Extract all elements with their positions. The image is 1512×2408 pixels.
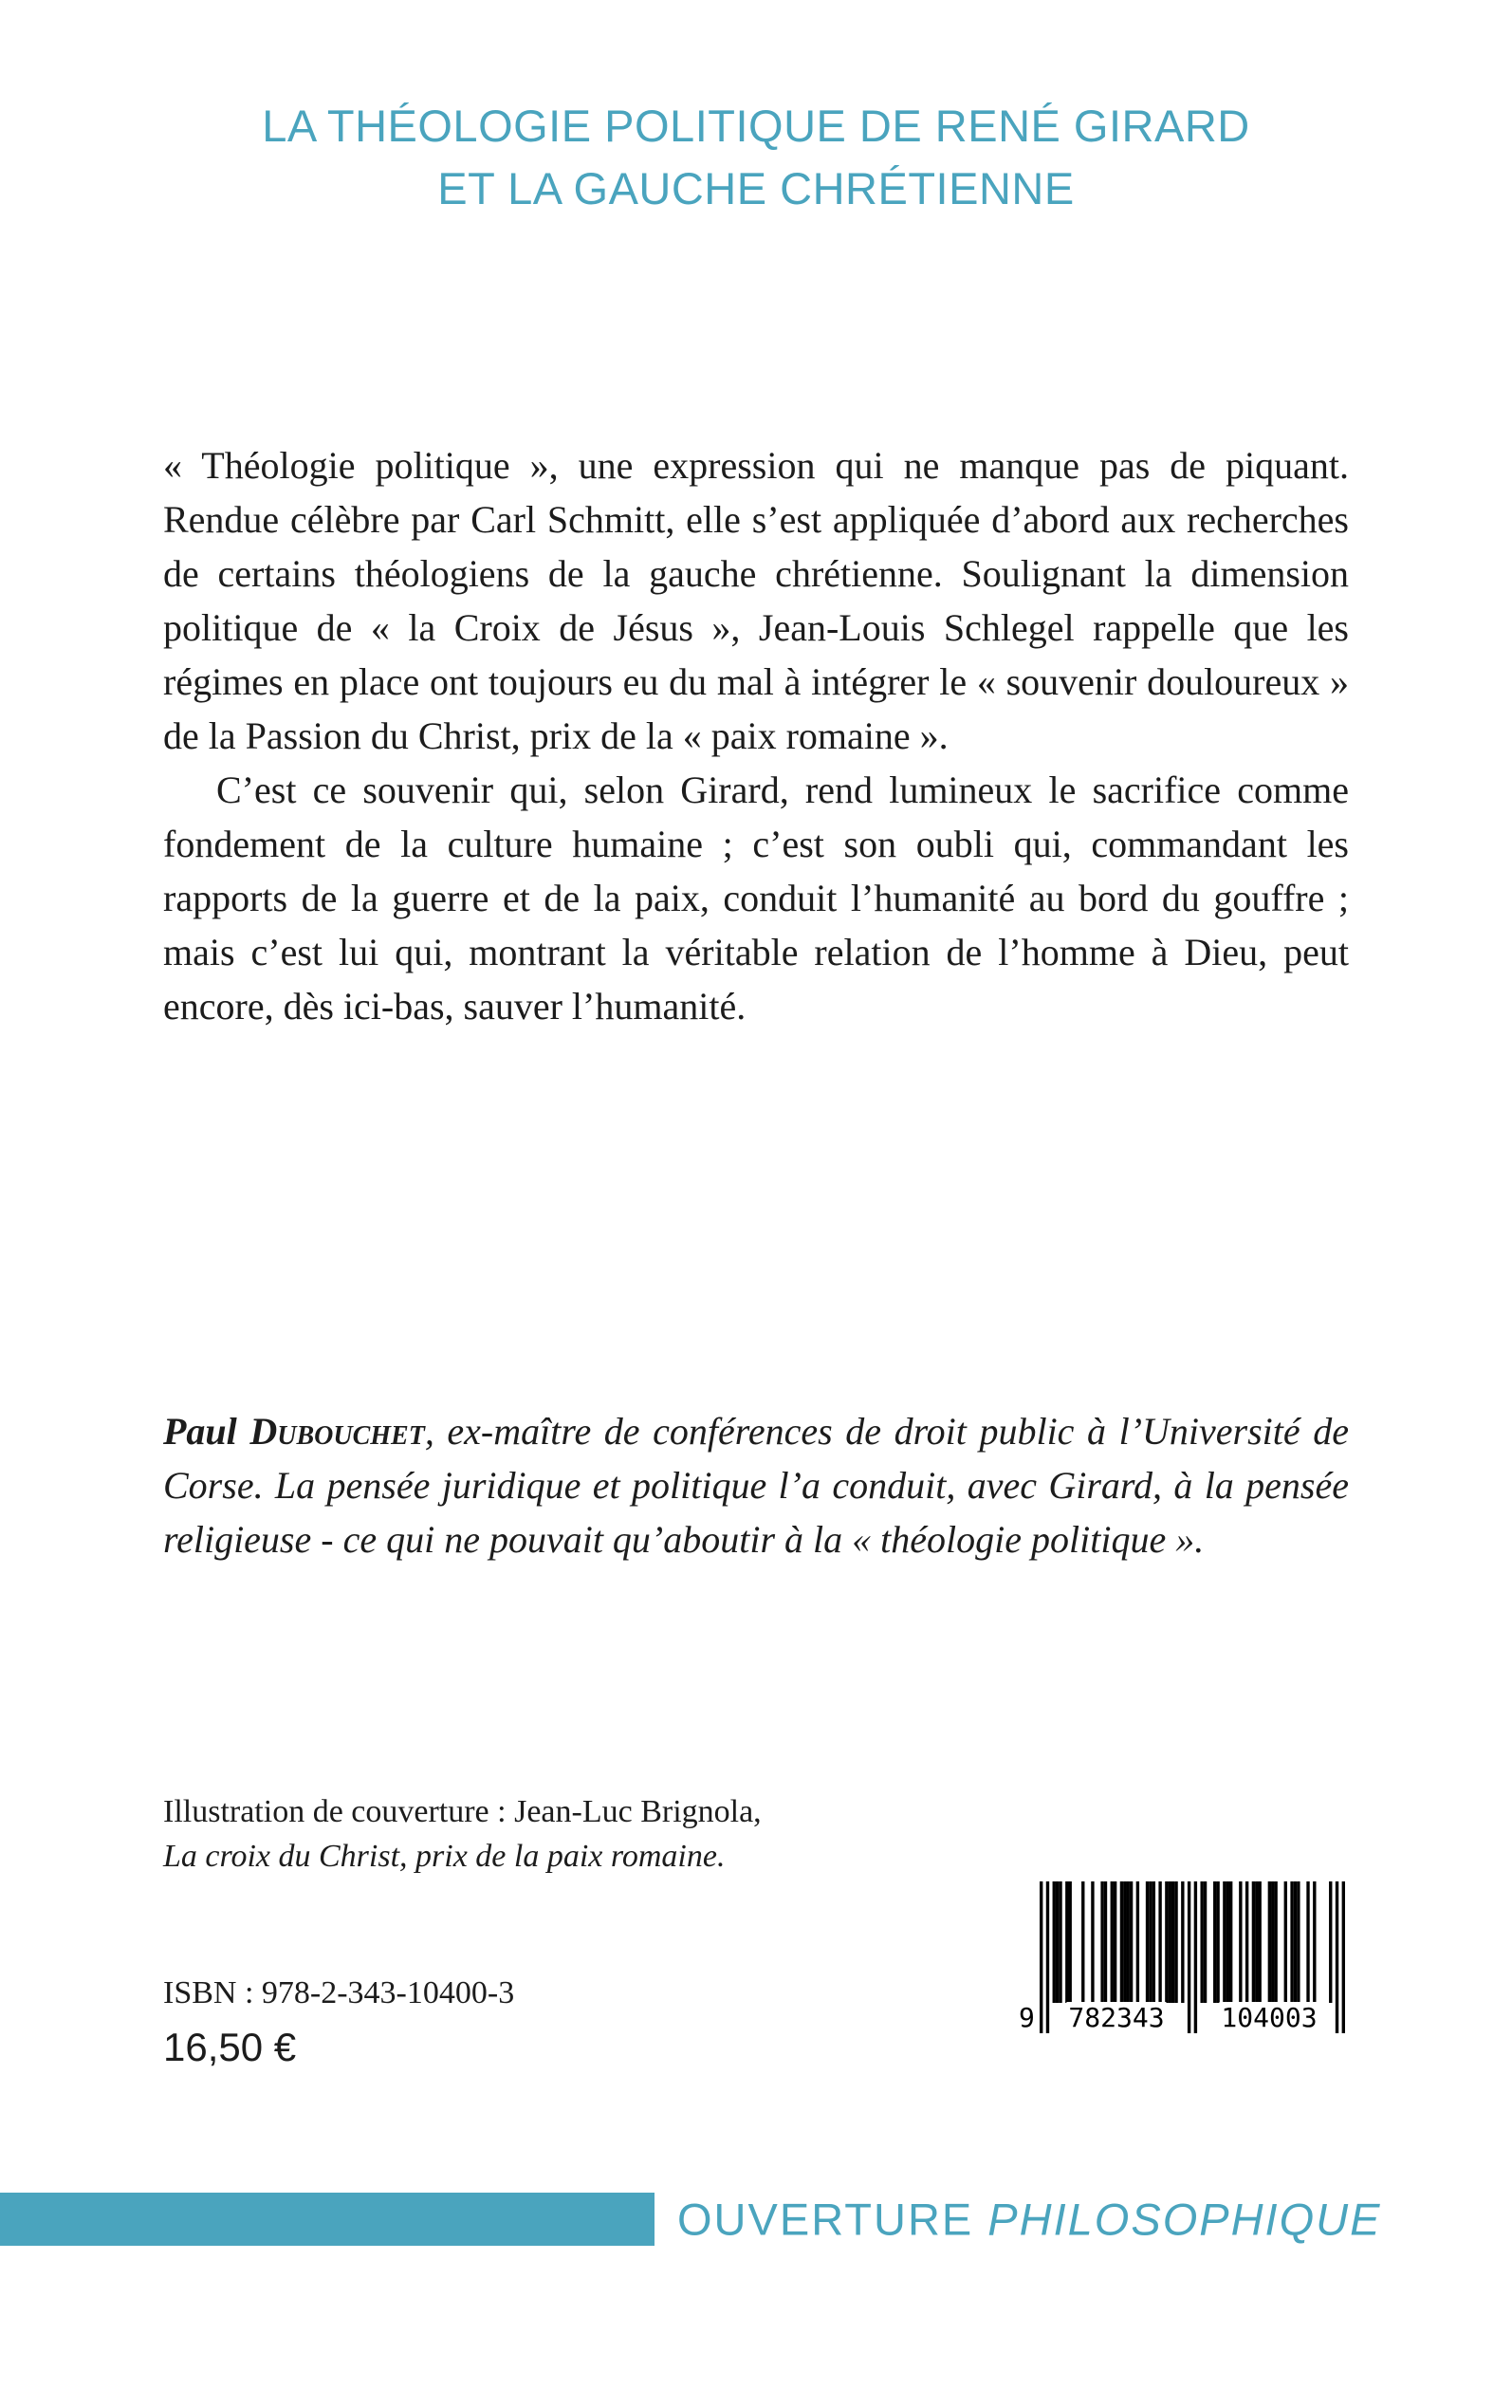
- synopsis: [163, 438, 1349, 1033]
- author-bio-paragraph: [163, 1404, 1349, 1566]
- author-first-name: Paul: [163, 1410, 250, 1453]
- isbn-text: ISBN : 978-2-343-10400-3: [163, 1975, 515, 2010]
- cover-illustration-credit: [163, 1789, 1017, 1879]
- barcode-digit-group-2: 782343: [1068, 2002, 1165, 2033]
- title-line2: ET LA GAUCHE CHRÉTIENNE: [437, 163, 1075, 213]
- author-bio: [163, 1404, 1349, 1566]
- title-line1: LA THÉOLOGIE POLITIQUE DE RENÉ GIRARD: [262, 101, 1250, 151]
- synopsis-paragraph-1: « Théologie politique », une expression qui ne manque pas de piquant. Rendue célèbre par Carl Schmitt, elle s’est appliquée d’abord aux recherches de certains théologiens de la gauche chrétienne. Soulignant la dimension politique de « la Croix de Jésus », Jean-Louis Schlegel rappelle que les régimes en place ont toujours eu du mal à intégrer le « souvenir douloureux » de la Passion du Christ, prix de la « paix romaine ».: [163, 444, 1349, 757]
- series-footer: [0, 2193, 1512, 2246]
- author-bio-text: , ex-maître de conférences de droit public à l’Université de Corse. La pensée juridique et politique l’a conduit, avec Girard, à la pensée religieuse - ce qui ne pouvait qu’aboutir à la « théologie politique ».: [163, 1410, 1349, 1561]
- synopsis-paragraph-2: C’est ce souvenir qui, selon Girard, rend lumineux le sacrifice comme fondement de la culture humaine ; c’est son oubli qui, commandant les rapports de la guerre et de la paix, conduit l’humanité au bord du gouffre ; mais c’est lui qui, montrant la véritable relation de l’homme à Dieu, peut encore, dès ici-bas, sauver l’humanité.: [163, 769, 1349, 1028]
- barcode: [1017, 1881, 1351, 2037]
- barcode-digit-group-1: 9: [1019, 2002, 1035, 2033]
- series-name-regular: OUVERTURE: [677, 2194, 988, 2245]
- price-text: 16,50 €: [163, 2025, 297, 2069]
- credit-line1: Illustration de couverture : Jean-Luc Brignola,: [163, 1794, 762, 1829]
- barcode-label: [1017, 2002, 1351, 2034]
- series-name-italic: PHILOSOPHIQUE: [987, 2194, 1382, 2245]
- author-last-name: Dubouchet: [249, 1410, 425, 1453]
- series-name: [677, 2194, 1381, 2246]
- barcode-digit-group-3: 104003: [1221, 2002, 1318, 2033]
- credit-line2: La croix du Christ, prix de la paix romaine.: [163, 1839, 726, 1874]
- page-title: [0, 95, 1512, 220]
- series-color-bar: [0, 2193, 655, 2246]
